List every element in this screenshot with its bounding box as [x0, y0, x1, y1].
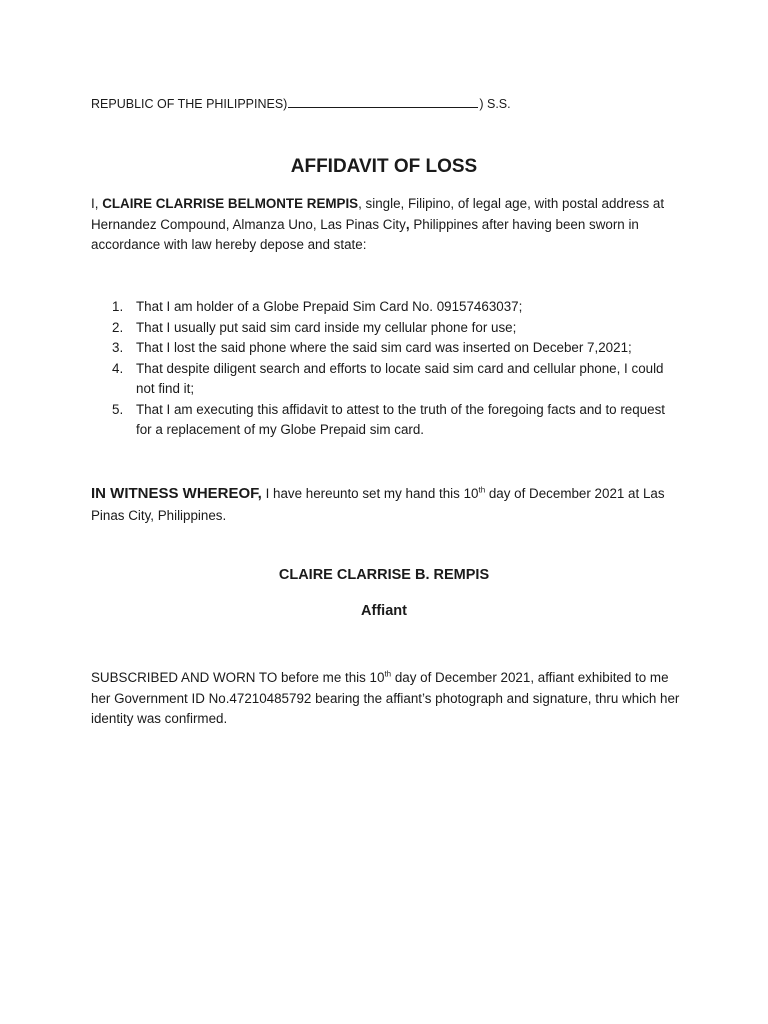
- witness-paragraph: [91, 483, 676, 527]
- statement-text: That I am holder of a Globe Prepaid Sim Card No. 09157463037;: [136, 299, 523, 314]
- witness-day-suffix: th: [478, 485, 486, 495]
- affiant-full-name: CLAIRE CLARRISE BELMONTE REMPIS: [102, 196, 359, 211]
- intro-address: , single, Filipino, of legal age, with postal address at Hernandez Compound, Almanza Uno, Las Pinas City: [91, 196, 665, 232]
- document-title: AFFIDAVIT OF LOSS: [290, 156, 478, 177]
- affiant-label: Affiant: [361, 603, 407, 619]
- jurat-text-b: day of December 2021, affiant exhibited to me her Government ID No.47210485792 bearing the affiant’s photograph and signature, thru which her identity was confirmed.: [91, 670, 680, 726]
- statement-number: 4.: [112, 360, 124, 376]
- statement-item: [91, 318, 671, 339]
- statement-number: 3.: [112, 340, 124, 355]
- affiant-name: CLAIRE CLARRISE B. REMPIS: [278, 567, 490, 583]
- jurat-text-a: SUBSCRIBED AND WORN TO before me this 10: [91, 670, 385, 685]
- statement-text: That I am executing this affidavit to attest to the truth of the foregoing facts and to request for a replacement of my Globe Prepaid sim card.: [136, 401, 665, 437]
- intro-comma: ,: [405, 216, 410, 232]
- statement-list: [91, 297, 671, 441]
- statement-item: [91, 400, 671, 441]
- intro-prefix: I,: [91, 196, 99, 211]
- statement-text: That I lost the said phone where the said sim card was inserted on Deceber 7,2021;: [136, 340, 632, 355]
- jurat-paragraph: [91, 668, 681, 730]
- venue-ss: ) S.S.: [479, 97, 511, 111]
- statement-item: [91, 359, 671, 400]
- witness-text-b: day of December 2021 at Las Pinas City, Philippines.: [91, 486, 665, 523]
- jurat-day-suffix: th: [384, 669, 392, 679]
- statement-number: 5.: [112, 401, 124, 417]
- statement-text: That despite diligent search and efforts to locate said sim card and cellular phone, I could not find it;: [136, 360, 664, 396]
- statement-number: 1.: [112, 299, 124, 314]
- intro-deposition: Philippines after having been sworn in accordance with law hereby depose and state:: [91, 216, 639, 252]
- witness-lead: IN WITNESS WHEREOF,: [91, 485, 262, 502]
- statement-item: [91, 297, 671, 318]
- statement-item: [91, 338, 671, 359]
- venue-blank-line: [288, 95, 478, 108]
- witness-text-a: I have hereunto set my hand this 10: [261, 486, 479, 501]
- statement-text: That I usually put said sim card inside my cellular phone for use;: [136, 319, 517, 335]
- statement-number: 2.: [112, 319, 124, 335]
- venue-country: REPUBLIC OF THE PHILIPPINES): [91, 97, 288, 111]
- intro-paragraph: [91, 194, 671, 256]
- venue-line: [91, 95, 511, 111]
